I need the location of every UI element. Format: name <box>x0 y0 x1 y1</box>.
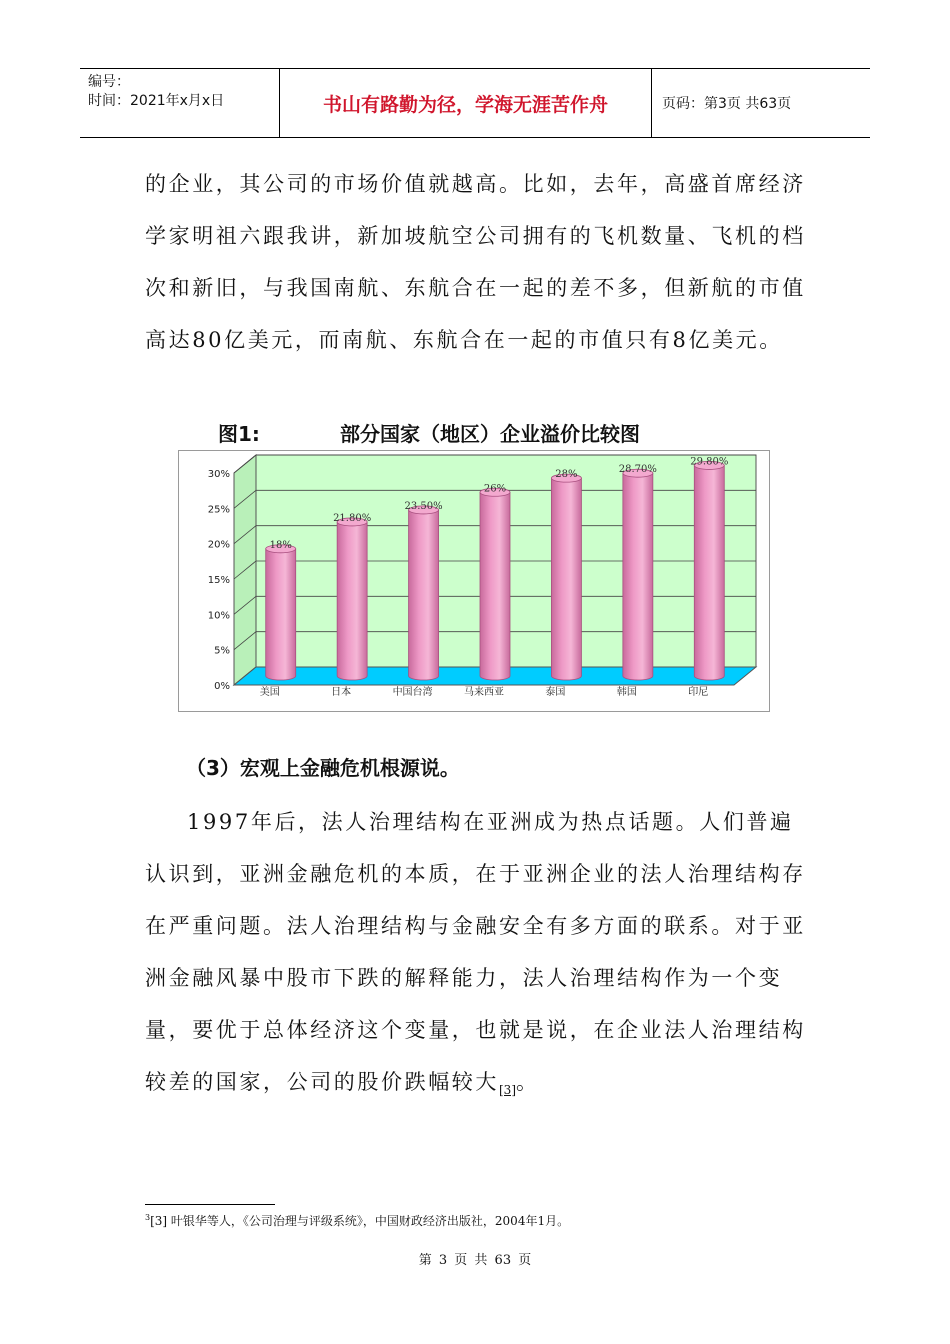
figure-label: 图1: <box>218 422 260 446</box>
y-tick-label: 30% <box>207 469 230 480</box>
y-tick-label: 20% <box>207 539 230 551</box>
x-tick-label-3: 马来西亚 <box>464 687 504 698</box>
header-date: 时间：2021年x月x日 <box>88 93 225 109</box>
bar-0 <box>266 549 296 680</box>
data-label-2: 23.50% <box>404 500 443 512</box>
paragraph-2-end: 。 <box>516 1070 540 1094</box>
header-meta <box>80 69 280 137</box>
x-tick-label-4: 泰国 <box>545 687 566 698</box>
bar-4 <box>551 478 581 680</box>
chart-svg <box>179 451 771 713</box>
x-tick-label-6: 印尼 <box>688 687 709 698</box>
bar-3 <box>480 492 510 680</box>
chart-title: 部分国家（地区）企业溢价比较图 <box>340 422 640 446</box>
data-label-5: 28.70% <box>618 464 657 476</box>
figure-title <box>218 418 640 447</box>
y-tick-label: 10% <box>207 610 230 622</box>
page-header <box>80 68 870 138</box>
x-tick-label-1: 日本 <box>331 687 352 698</box>
y-tick-label: 0% <box>214 681 230 692</box>
y-tick-label: 5% <box>214 645 230 657</box>
bar-6 <box>694 465 724 680</box>
data-label-6: 29.80% <box>690 456 729 468</box>
x-tick-label-2: 中国台湾 <box>392 687 433 698</box>
page-number: 第 3 页 共 63 页 <box>418 1253 532 1268</box>
footnote-text: [3] 叶银华等人，《公司治理与评级系统》，中国财政经济出版社，2004年1月。 <box>150 1214 570 1228</box>
body-paragraph-2 <box>145 796 807 1116</box>
y-tick-label: 15% <box>207 575 230 586</box>
bar-2 <box>409 510 439 680</box>
header-code-label: 编号： <box>88 74 130 90</box>
paragraph-2-text: 1997年后，法人治理结构在亚洲成为热点话题。人们普遍认识到，亚洲金融危机的本质，在于亚洲企业的法人治理结构存在严重问题。法人治理结构与金融安全有多方面的联系。对于亚洲金融风暴中股市下跌的解释能力，法人治理结构作为一个变量，要优于总体经济这个变量，也就是说，在企业法人治理结构较差的国家，公司的股价跌幅较大 <box>145 810 806 1094</box>
y-tick-label: 25% <box>207 504 230 516</box>
data-label-0: 18% <box>269 539 292 551</box>
data-label-1: 21.80% <box>333 512 372 524</box>
footnote <box>145 1212 569 1229</box>
section-heading: （3）宏观上金融危机根源说。 <box>186 756 460 780</box>
body-paragraph-1: 的企业，其公司的市场价值就越高。比如，去年，高盛首席经济学家明祖六跟我讲，新加坡航空公司拥有的飞机数量、飞机的档次和新旧，与我国南航、东航合在一起的差不多，但新航的市值高达80亿美元，而南航、东航合在一起的市值只有8亿美元。 <box>145 172 806 352</box>
bar-1 <box>337 522 367 680</box>
header-page-info: 页码：第3页 共63页 <box>662 96 792 112</box>
header-motto: 书山有路勤为径，学海无涯苦作舟 <box>280 69 652 137</box>
footnote-divider <box>145 1204 275 1205</box>
x-tick-label-5: 韩国 <box>616 687 637 698</box>
data-label-4: 28% <box>555 469 578 481</box>
x-tick-label-0: 美国 <box>259 687 280 698</box>
data-label-3: 26% <box>483 483 507 495</box>
bar-5 <box>623 473 653 680</box>
premium-comparison-chart <box>178 450 770 712</box>
footnote-mark: 3 <box>145 1213 151 1222</box>
reference-mark[interactable]: [3] <box>499 1083 516 1098</box>
